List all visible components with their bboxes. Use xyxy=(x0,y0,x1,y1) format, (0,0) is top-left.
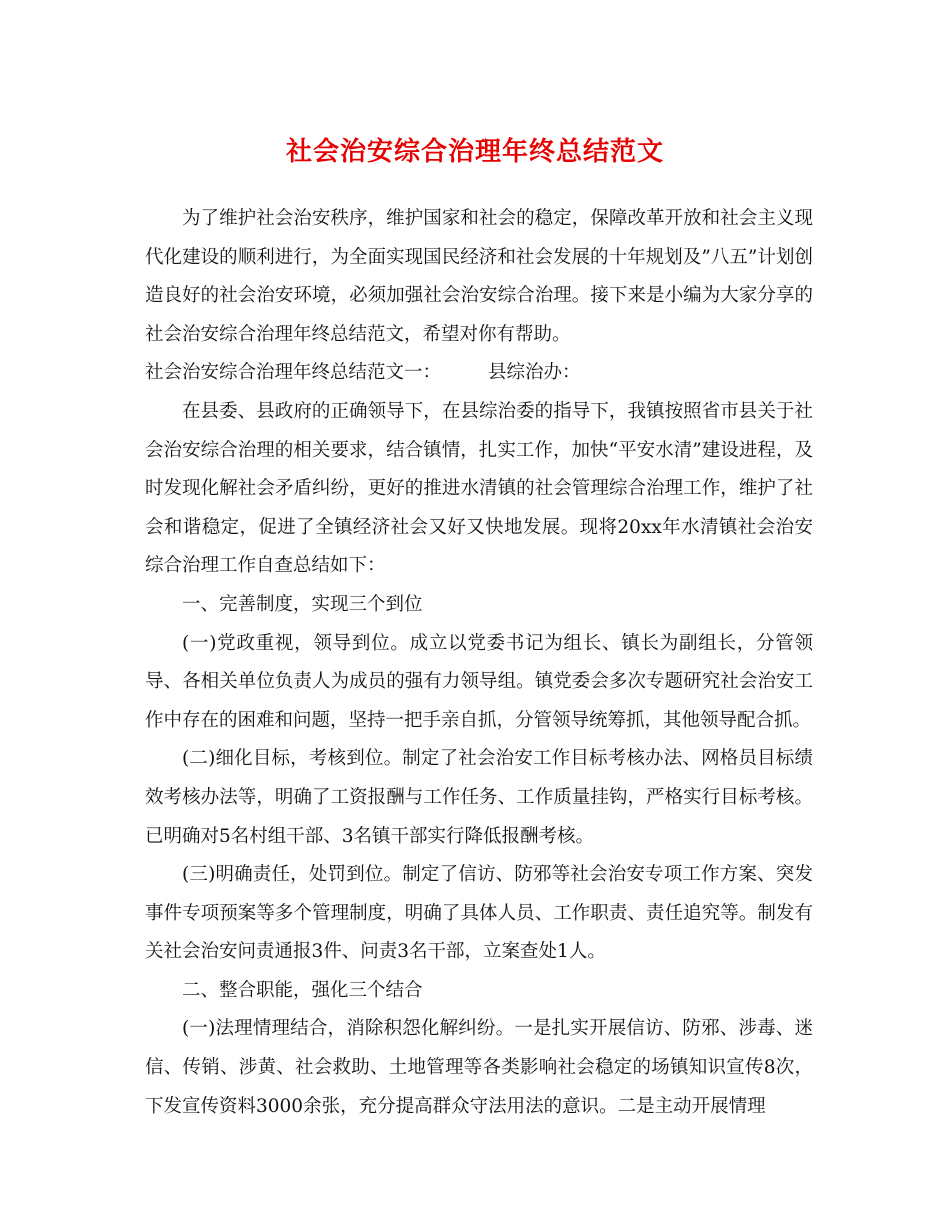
paragraph-subtitle: 社会治安综合治理年终总结范文一： 县综治办： xyxy=(145,362,581,384)
paragraph-1-2: (二)细化目标，考核到位。制定了社会治安工作目标考核办法、网格员目标绩效考核办法等，明确了工资报酬与工作任务、工作质量挂钩，严格实行目标考核。已明确对5名村组干部、3名镇干部实行降低报酬考核。 xyxy=(145,748,813,847)
document-title: 社会治安综合治理年终总结范文 xyxy=(285,137,664,167)
paragraph-1-3: (三)明确责任，处罚到位。制定了信访、防邪等社会治安专项工作方案、突发事件专项预案等多个管理制度，明确了具体人员、工作职责、责任追究等。制发有关社会治安问责通报3件、问责3名干部，立案查处1人。 xyxy=(145,864,813,963)
document-body xyxy=(145,200,813,1126)
paragraph-2-1: (一)法理情理结合，消除积怨化解纠纷。一是扎实开展信访、防邪、涉毒、迷信、传销、涉黄、社会救助、土地管理等各类影响社会稳定的场镇知识宣传8次，下发宣传资料3000余张，充分提高群众守法用法的意识。二是主动开展情理 xyxy=(145,1018,813,1117)
paragraph-1-1: (一)党政重视，领导到位。成立以党委书记为组长、镇长为副组长，分管领导、各相关单位负责人为成员的强有力领导组。镇党委会多次专题研究社会治安工作中存在的困难和问题，坚持一把手亲自抓，分管领导统筹抓，其他领导配合抓。 xyxy=(145,632,813,731)
section-heading-2: 二、整合职能，强化三个结合 xyxy=(182,979,423,1001)
paragraph-overview: 在县委、县政府的正确领导下，在县综治委的指导下，我镇按照省市县关于社会治安综合治理的相关要求，结合镇情，扎实工作，加快“平安水清”建设进程，及时发现化解社会矛盾纠纷，更好的推进水清镇的社会管理综合治理工作，维护了社会和谐稳定，促进了全镇经济社会又好又快地发展。现将20xx年水清镇社会治安综合治理工作自查总结如下： xyxy=(145,400,813,577)
section-heading-1: 一、完善制度，实现三个到位 xyxy=(182,593,423,615)
paragraph-intro: 为了维护社会治安秩序，维护国家和社会的稳定，保障改革开放和社会主义现代化建设的顺利进行，为全面实现国民经济和社会发展的十年规划及”八五”计划创造良好的社会治安环境，必须加强社会治安综合治理。接下来是小编为大家分享的社会治安综合治理年终总结范文，希望对你有帮助。 xyxy=(145,208,813,345)
